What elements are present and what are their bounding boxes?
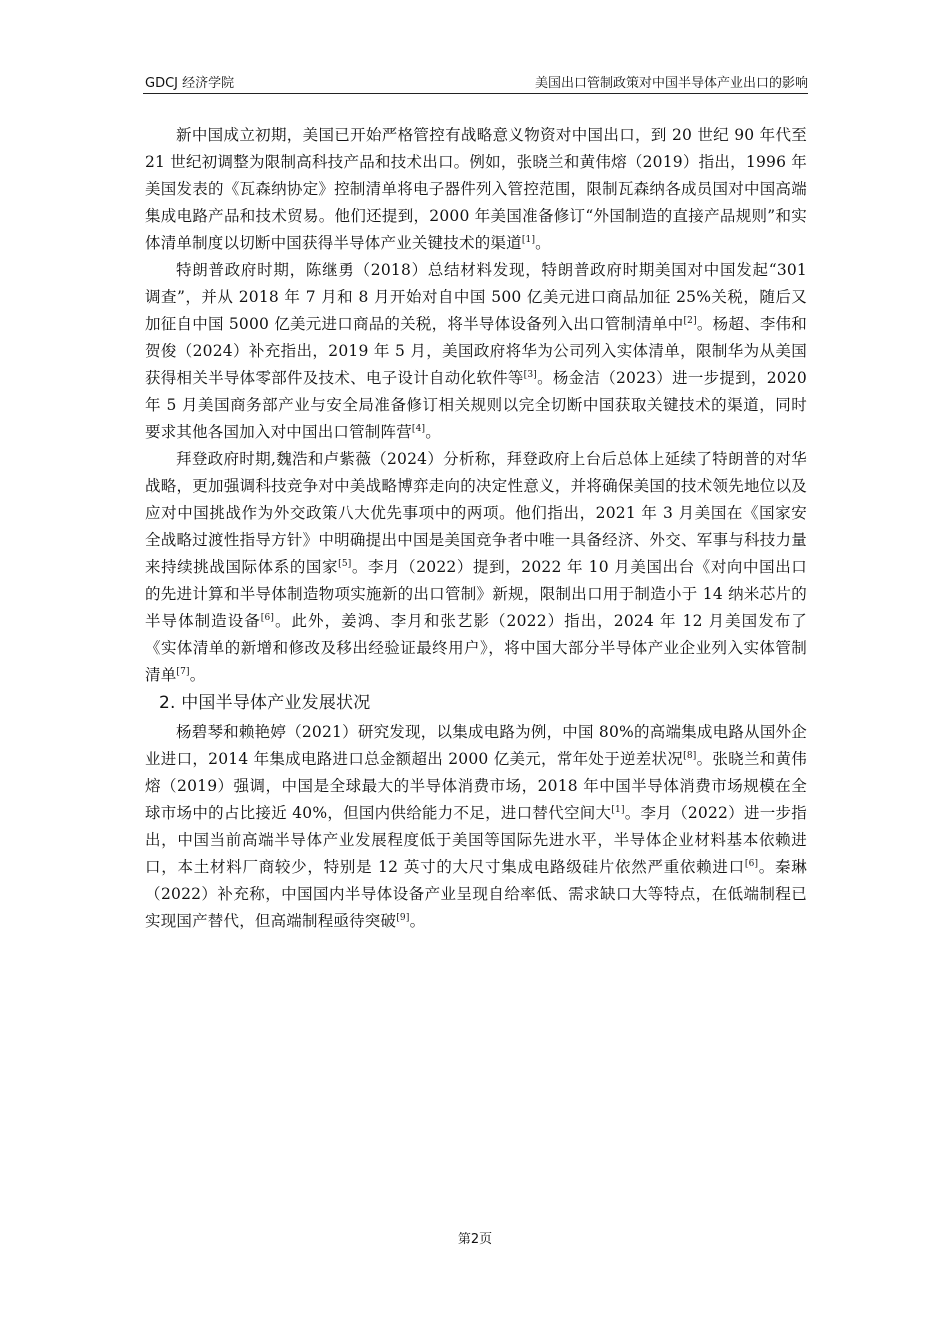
paragraph-text: 特朗普政府时期，陈继勇（2018）总结材料发现，特朗普政府时期美国对中国发起“301 调查”，并从 2018 年 7 月和 8 月开始对自中国 500 亿美元进口商品加征 25%关税，随后又加征自中国 5000 亿美元进口商品的关税，将半导体设备列入出口管制清单中 — [145, 261, 807, 333]
paragraph — [145, 446, 807, 689]
paragraph-group-us-policy — [145, 122, 807, 689]
paragraph-text: 。 — [535, 234, 551, 252]
paragraph-text: 。此外，姜鸿、李月和张艺影（2022）指出，2024 年 12 月美国发布了《实体清单的新增和修改及移出经验证最终用户》，将中国大部分半导体产业企业列入实体管制清单 — [145, 612, 807, 684]
paragraph-text: 杨碧琴和赖艳婷（2021）研究发现，以集成电路为例，中国 80%的高端集成电路从国外企业进口，2014 年集成电路进口总金额超出 2000 亿美元，常年处于逆差状况 — [145, 723, 807, 768]
header-paper-title: 美国出口管制政策对中国半导体产业出口的影响 — [534, 76, 808, 91]
citation-ref: [5] — [338, 558, 352, 569]
citation-ref: [6] — [260, 612, 275, 623]
paragraph-text: 。杨金洁（2023）进一步提到，2020 年 5 月美国商务部产业与安全局准备修订相关规则以完全切断中国获取关键技术的渠道，同时要求其他各国加入对中国出口管制阵营 — [145, 369, 807, 441]
citation-ref: [4] — [411, 423, 426, 434]
citation-ref: [6] — [744, 858, 759, 869]
header-divider — [143, 93, 808, 94]
page-header — [145, 70, 808, 92]
citation-ref: [3] — [523, 369, 538, 380]
paragraph-text: 拜登政府时期,魏浩和卢紫薇（2024）分析称，拜登政府上台后总体上延续了特朗普的对华战略，更加强调科技竞争对中美战略博弈走向的决定性意义，并将确保美国的技术领先地位以及应对中国挑战作为外交政策八大优先事项中的两项。他们指出，2021 年 3 月美国在《国家安全战略过渡性指导方针》中明确提出中国是美国竞争者中唯一具备经济、外交、军事与科技力量来持续挑战国际体系的国家 — [145, 450, 807, 576]
paragraph-text: 。张晓兰和黄伟熔（2019）强调，中国是全球最大的半导体消费市场，2018 年中国半导体消费市场规模在全球市场中的占比接近 40%，但国内供给能力不足，进口替代空间大 — [145, 750, 807, 822]
paragraph-text: 。 — [425, 423, 441, 441]
citation-ref: [1] — [521, 234, 536, 245]
citation-ref: [2] — [683, 315, 697, 326]
paragraph-text: 。 — [409, 912, 426, 930]
body-text — [145, 122, 807, 935]
paragraph-text: 新中国成立初期，美国已开始严格管控有战略意义物资对中国出口，到 20 世纪 90 年代至 21 世纪初调整为限制高科技产品和技术出口。例如，张晓兰和黄伟熔（2019）指出，1996 年美国发表的《瓦森纳协定》控制清单将电子器件列入管控范围，限制瓦森纳各成员国对中国高端集成电路产品和技术贸易。他们还提到，2000 年美国准备修订“外国制造的直接产品规则”和实体清单制度以切断中国获得半导体产业关键技术的渠道 — [145, 126, 807, 252]
page-number: 第2页 — [457, 1232, 493, 1247]
page-footer — [0, 1228, 950, 1247]
citation-ref: [1] — [611, 804, 625, 815]
paragraph-text: 。李月（2022）进一步指出，中国当前高端半导体产业发展程度低于美国等国际先进水平，半导体企业材料基本依赖进口，本土材料厂商较少，特别是 12 英寸的大尺寸集成电路级硅片依然严重依赖进口 — [145, 804, 807, 876]
paragraph — [145, 122, 807, 257]
header-institution: GDCJ 经济学院 — [145, 76, 235, 91]
citation-ref: [7] — [176, 666, 190, 677]
citation-ref: [9] — [396, 912, 410, 923]
paragraph-text: 。 — [189, 666, 206, 684]
citation-ref: [8] — [683, 750, 697, 761]
paragraph — [145, 719, 807, 935]
section-heading: 2. 中国半导体产业发展状况 — [159, 693, 371, 713]
paragraph-text: 。李月（2022）提到，2022 年 10 月美国出台《对向中国出口的先进计算和半导体制造物项实施新的出口管制》新规，限制出口用于制造小于 14 纳米芯片的半导体制造设备 — [145, 558, 808, 630]
paragraph-text: 。秦琳（2022）补充称，中国国内半导体设备产业呈现自给率低、需求缺口大等特点，在低端制程已实现国产替代，但高端制程亟待突破 — [145, 858, 807, 930]
paragraph-group-china-industry — [145, 719, 807, 935]
paragraph — [145, 257, 807, 446]
paragraph-text: 。杨超、李伟和贺俊（2024）补充指出，2019 年 5 月，美国政府将华为公司列入实体清单，限制华为从美国获得相关半导体零部件及技术、电子设计自动化软件等 — [145, 315, 807, 387]
